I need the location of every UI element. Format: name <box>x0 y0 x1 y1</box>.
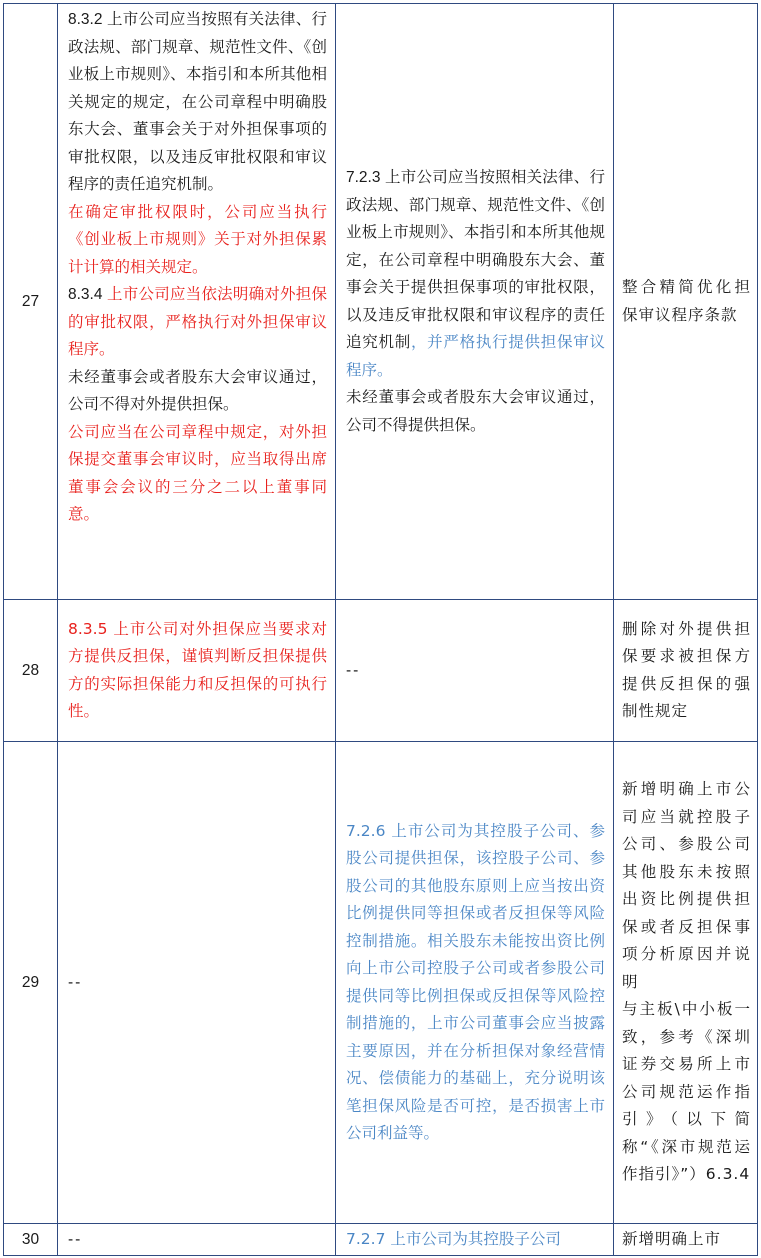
empty-marker: -- <box>346 661 361 679</box>
added-text: ，并严格执行提供担保审议程序。 <box>346 333 605 379</box>
note-text: 整合精简优化担保审议程序条款 <box>622 278 751 324</box>
deleted-text: 8.3.5 上市公司对外担保应当要求对方提供反担保，谨慎判断反担保提供方的实际担保能力和反担保的可执行性。 <box>68 619 327 720</box>
revised-rule-cell <box>336 4 614 600</box>
note-reference: 与主板\中小板一致，参考《深圳证券交易所上市公司规范运作指引》（以下简称“《深市规范运作指引》”）6.3.4 <box>622 1000 751 1184</box>
row-number: 29 <box>4 742 58 1224</box>
note-cell <box>614 600 758 742</box>
note-cell <box>614 4 758 600</box>
deleted-text: 在确定审批权限时，公司应当执行《创业板上市规则》关于对外担保累计计算的相关规定。 <box>68 202 327 276</box>
deleted-text: 上市公司应当依法明确对外担保的审批权限，严格执行对外担保审议程序。 <box>68 285 327 358</box>
row-number: 27 <box>4 4 58 600</box>
table-row <box>4 4 758 600</box>
table-row <box>4 1224 758 1256</box>
clause-text: 未经董事会或者股东大会审议通过，公司不得提供担保。 <box>346 388 605 434</box>
empty-marker: -- <box>68 973 83 991</box>
deleted-text: 公司应当在公司章程中规定，对外担保提交董事会审议时，应当取得出席董事会会议的三分之二以上董事同意。 <box>68 422 327 523</box>
table-row <box>4 600 758 742</box>
note-cell <box>614 742 758 1224</box>
original-rule-cell <box>58 1224 336 1256</box>
revised-rule-cell <box>336 1224 614 1256</box>
table-row <box>4 742 758 1224</box>
note-text: 新增明确上市公司应当就控股子公司、参股公司其他股东未按照出资比例提供担保或者反担保事项分析原因并说明 <box>622 780 751 991</box>
row-number: 30 <box>4 1224 58 1256</box>
row-number: 28 <box>4 600 58 742</box>
empty-marker: -- <box>68 1230 83 1248</box>
revised-rule-cell <box>336 600 614 742</box>
note-cell <box>614 1224 758 1256</box>
comparison-table <box>3 3 758 1256</box>
clause-8-3-2: 8.3.2 上市公司应当按照有关法律、行政法规、部门规章、规范性文件、《创业板上市规则》、本指引和本所其他相关规定的规定，在公司章程中明确股东大会、董事会关于对外担保事项的审批权限，以及违反审批权限和审议程序的责任追究机制。 <box>68 10 327 193</box>
revised-rule-cell <box>336 742 614 1224</box>
clause-8-3-4: 8.3.4 上市公司应当依法明确对外担保的审批权限，严格执行对外担保审议程序。 <box>68 285 327 358</box>
clause-7-2-3: 7.2.3 上市公司应当按照相关法律、行政法规、部门规章、规范性文件、《创业板上市规则》、本指引和本所其他规定，在公司章程中明确股东大会、董事会关于提供担保事项的审批权限，以及违反审批权限和审议程序的责任追究机制，并严格执行提供担保审议程序。 <box>346 168 605 379</box>
note-text: 新增明确上市 <box>622 1229 722 1248</box>
original-rule-cell <box>58 742 336 1224</box>
original-rule-cell <box>58 600 336 742</box>
added-text: 7.2.7 上市公司为其控股子公司 <box>346 1229 561 1248</box>
original-rule-cell <box>58 4 336 600</box>
added-text: 7.2.6 上市公司为其控股子公司、参股公司提供担保，该控股子公司、参股公司的其他股东原则上应当按出资比例提供同等担保或者反担保等风险控制措施。相关股东未能按出资比例向上市公司控股子公司或者参股公司提供同等比例担保或反担保等风险控制措施的，上市公司董事会应当披露主要原因，并在分析担保对象经营情况、偿债能力的基础上，充分说明该笔担保风险是否可控，是否损害上市公司利益等。 <box>346 821 605 1142</box>
clause-text: 未经董事会或者股东大会审议通过，公司不得对外提供担保。 <box>68 367 327 413</box>
note-text: 删除对外提供担保要求被担保方提供反担保的强制性规定 <box>622 619 751 720</box>
